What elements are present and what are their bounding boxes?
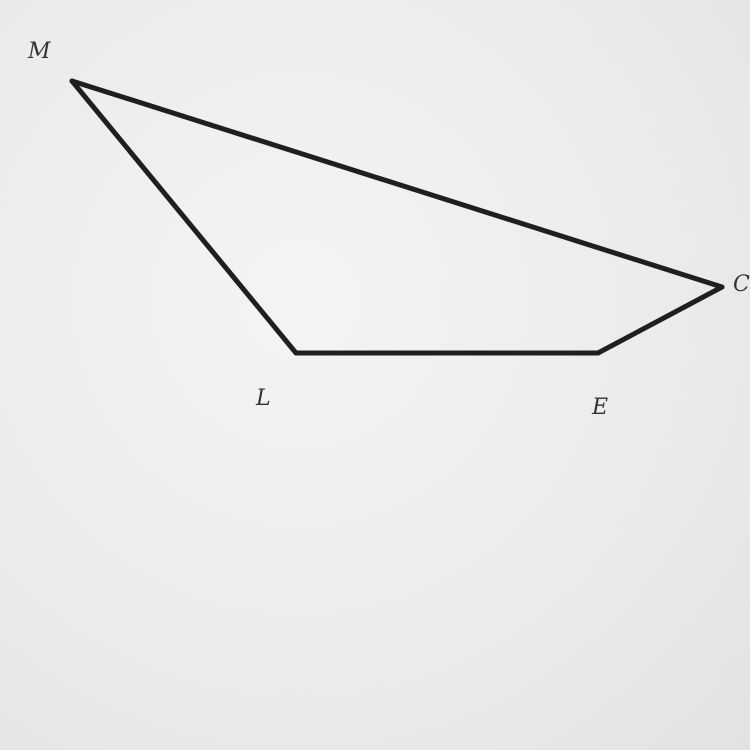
vertex-label-e: E: [592, 395, 609, 420]
edge-c-m: [72, 81, 722, 287]
vertex-label-l: L: [256, 386, 271, 411]
vertex-label-c: C: [733, 272, 750, 297]
vertex-label-m: M: [28, 39, 51, 64]
edge-e-c: [598, 287, 722, 353]
edge-m-l: [72, 81, 296, 353]
